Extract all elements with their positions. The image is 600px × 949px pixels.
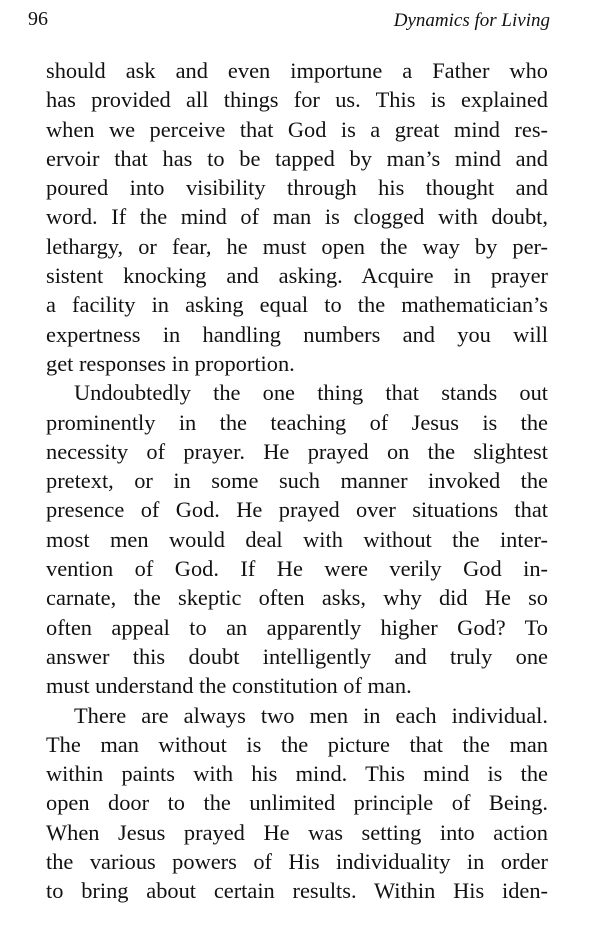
text-line: When Jesus prayed He was setting into action	[46, 819, 548, 845]
page-number: 96	[28, 8, 48, 30]
text-line: presence of God. He prayed over situations that	[46, 497, 548, 523]
text-line: often appeal to an apparently higher God? To	[46, 614, 548, 640]
text-line: necessity of prayer. He prayed on the slightest	[46, 438, 548, 464]
page-header	[28, 8, 550, 38]
text-line: carnate, the skeptic often asks, why did He so	[46, 585, 548, 611]
text-line: word. If the mind of man is clogged with doubt,	[46, 204, 548, 230]
body-text	[46, 56, 548, 906]
text-line: should ask and even importune a Father who	[46, 58, 548, 83]
text-line: the various powers of His individuality in order	[46, 849, 548, 875]
text-line: open door to the unlimited principle of Being.	[46, 790, 548, 816]
text-line: must understand the constitution of man.	[46, 673, 412, 699]
text-line: vention of God. If He were verily God in-	[46, 556, 548, 582]
text-line: a facility in asking equal to the mathematician’s	[46, 292, 548, 318]
text-line: prominently in the teaching of Jesus is the	[46, 409, 548, 435]
text-line: to bring about certain results. Within His iden-	[46, 878, 548, 904]
text-line: pretext, or in some such manner invoked the	[46, 468, 548, 494]
text-line: expertness in handling numbers and you will	[46, 321, 548, 347]
text-line: within paints with his mind. This mind is the	[46, 761, 548, 787]
text-line: answer this doubt intelligently and truly one	[46, 643, 548, 669]
paragraph	[46, 701, 548, 906]
text-line: Undoubtedly the one thing that stands out	[74, 380, 548, 406]
text-line: poured into visibility through his thought and	[46, 175, 548, 201]
text-line: sistent knocking and asking. Acquire in prayer	[46, 263, 548, 289]
text-line: ervoir that has to be tapped by man’s mind and	[46, 145, 548, 171]
running-title: Dynamics for Living	[393, 10, 550, 31]
text-line: lethargy, or fear, he must open the way by per-	[46, 233, 548, 259]
text-line: most men would deal with without the inter-	[46, 526, 548, 552]
text-line: when we perceive that God is a great mind res-	[46, 116, 548, 142]
paragraph	[46, 56, 548, 378]
text-line: get responses in proportion.	[46, 350, 295, 376]
paragraph	[46, 378, 548, 700]
text-line: There are always two men in each individual.	[74, 702, 548, 728]
text-line: has provided all things for us. This is explained	[46, 87, 548, 113]
text-line: The man without is the picture that the man	[46, 731, 548, 757]
